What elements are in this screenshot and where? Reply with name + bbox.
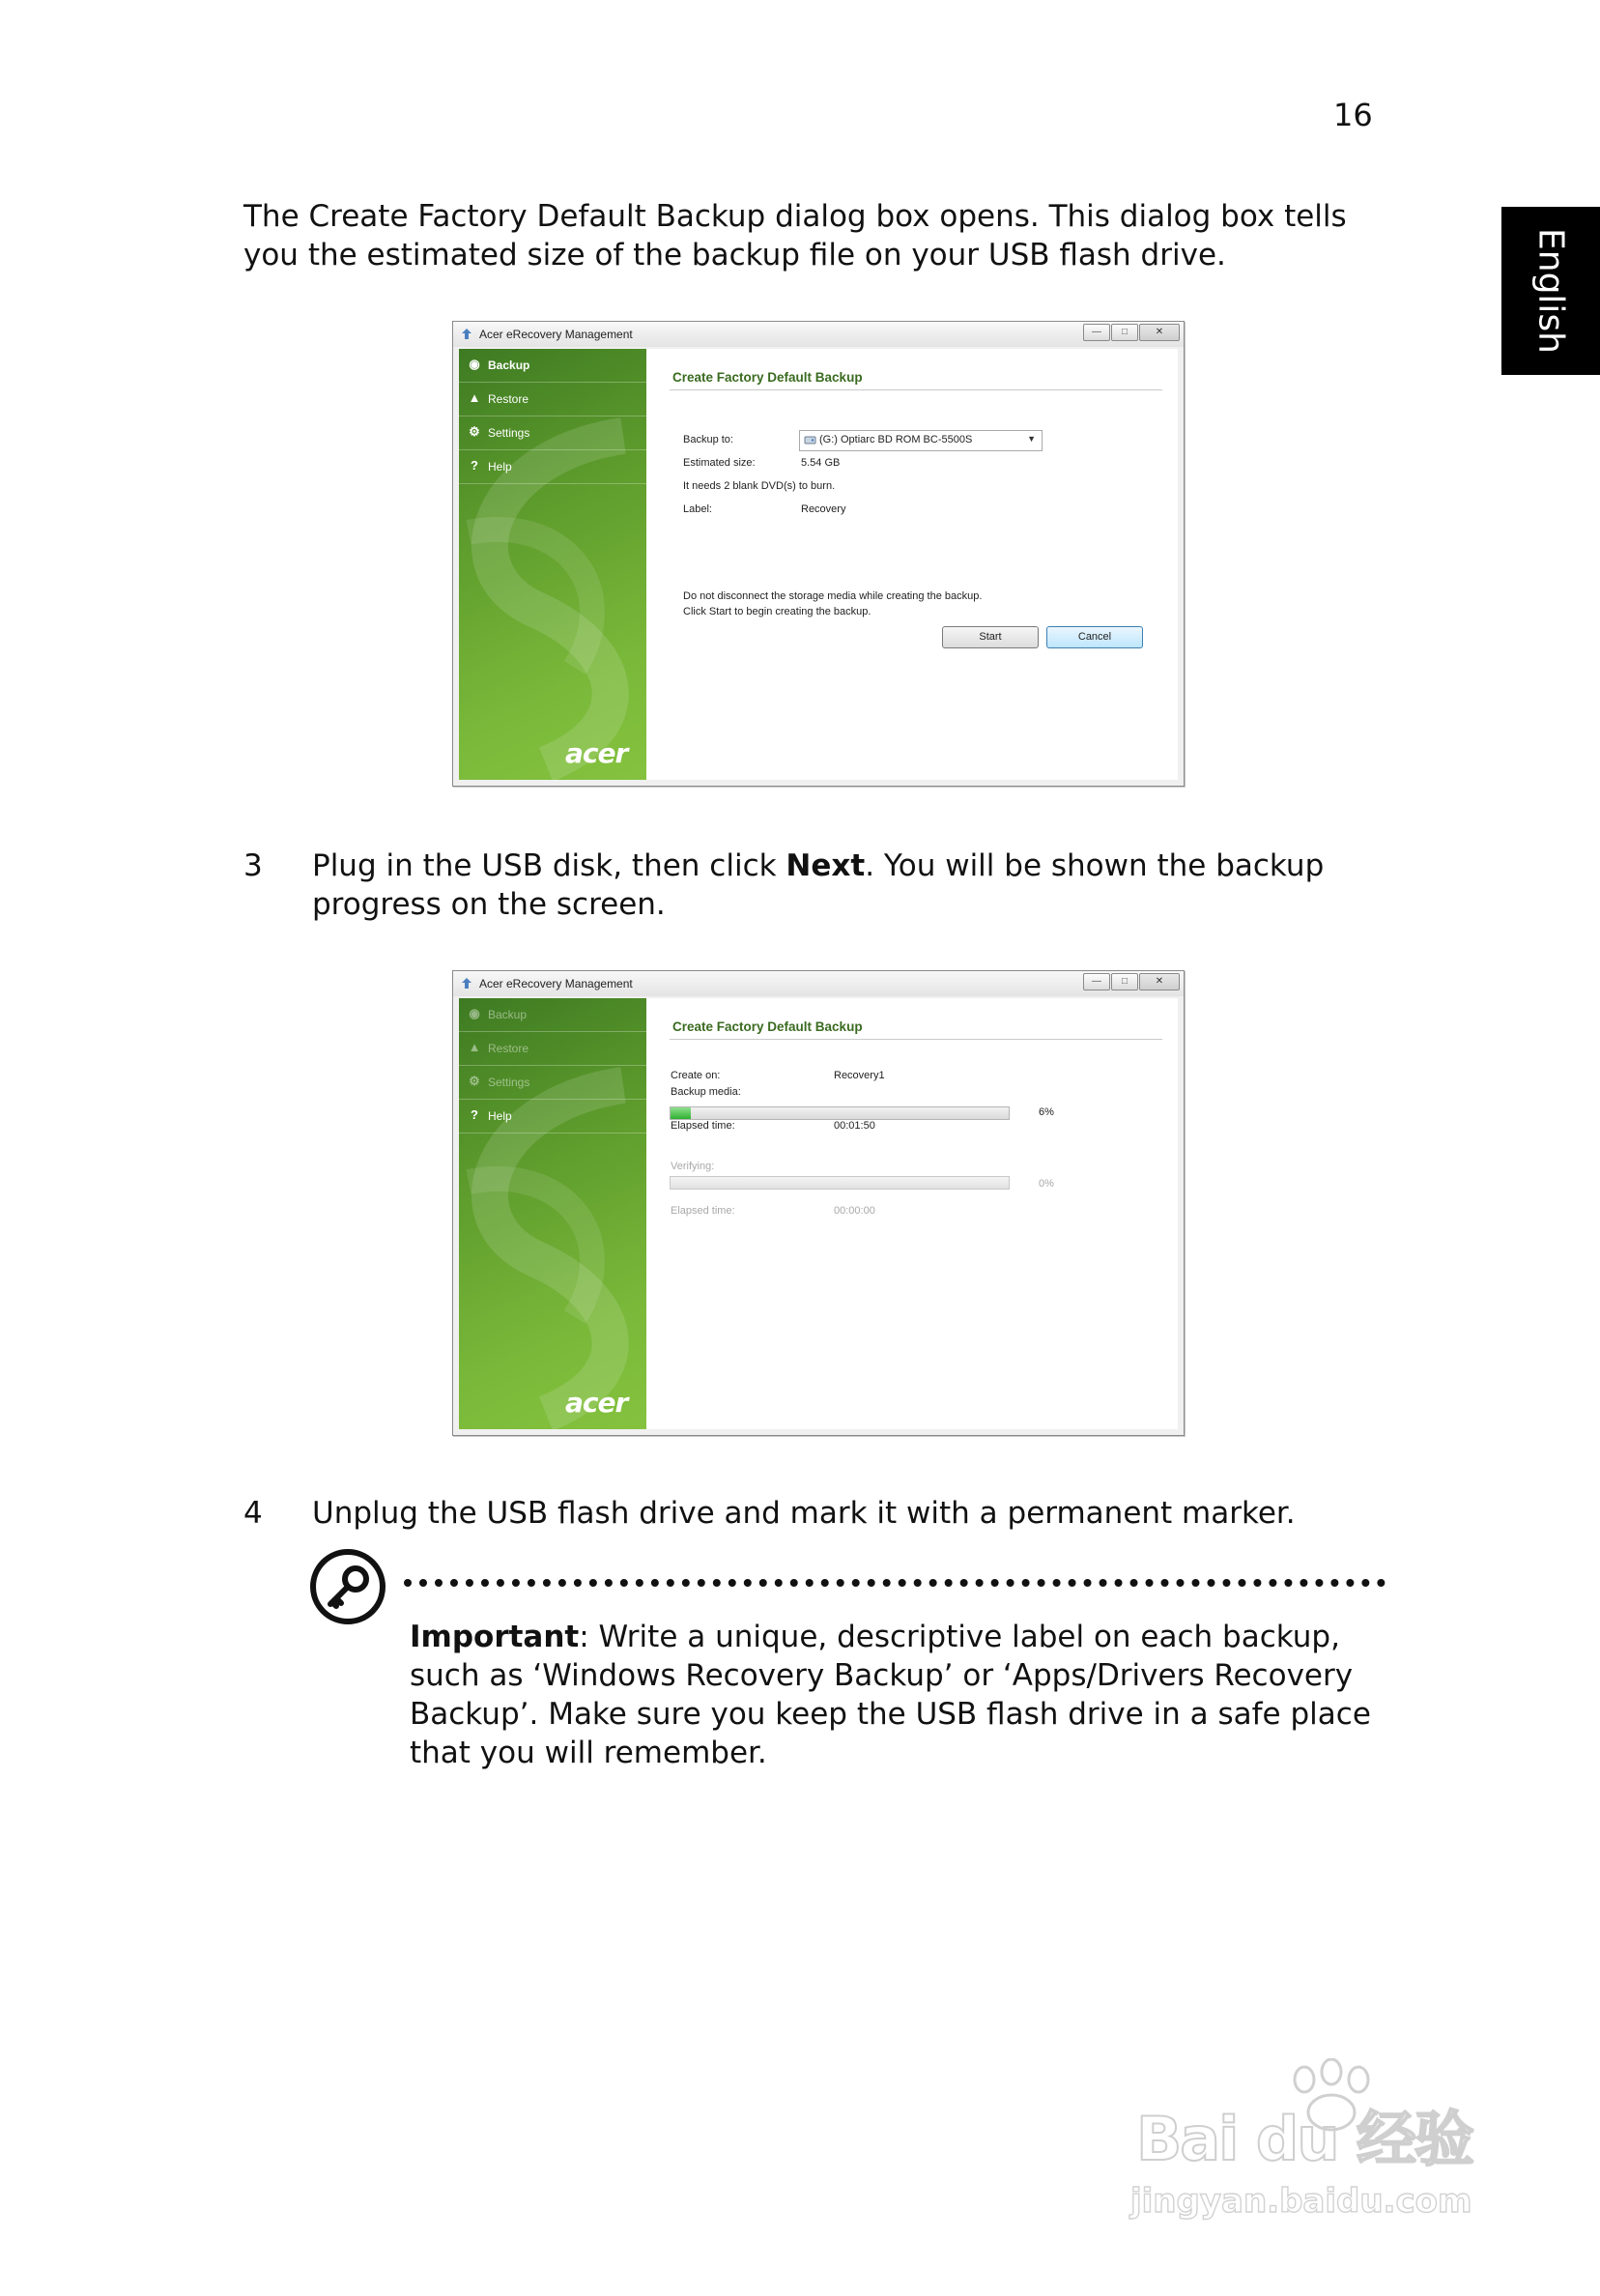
sidebar-item-label: Restore — [488, 1042, 529, 1055]
window-title: Acer eRecovery Management — [479, 328, 633, 341]
gear-icon: ⚙ — [469, 424, 480, 439]
sidebar-item-restore — [459, 1032, 646, 1066]
important-label: Important — [410, 1620, 580, 1654]
restore-icon: ▲ — [468, 390, 481, 405]
verify-elapsed-value: 00:00:00 — [834, 1205, 875, 1217]
sidebar-item-settings[interactable] — [459, 416, 646, 450]
sidebar-item-label: Help — [488, 1109, 512, 1123]
instruction-line-1: Do not disconnect the storage media while creating the backup. — [683, 590, 983, 602]
sidebar-item-help[interactable] — [459, 1100, 646, 1134]
restore-icon: ▲ — [468, 1040, 481, 1054]
minimize-button[interactable]: — — [1083, 324, 1110, 341]
sidebar-item-settings — [459, 1066, 646, 1100]
acer-logo: acer — [565, 1387, 628, 1419]
gear-icon: ⚙ — [469, 1074, 480, 1088]
dialog-create-backup — [452, 321, 1185, 787]
estimated-size-value: 5.54 GB — [801, 457, 841, 469]
step-number: 4 — [243, 1496, 263, 1531]
step-text-before: Plug in the USB disk, then click — [312, 848, 786, 883]
sidebar-item-label: Settings — [488, 426, 530, 440]
app-icon — [461, 328, 472, 340]
intro-paragraph: The Create Factory Default Backup dialog box opens. This dialog box tells you the estimated size of the backup file on your USB flash drive. — [243, 199, 1347, 273]
window-controls — [1082, 973, 1180, 990]
step-number: 3 — [243, 848, 263, 883]
content-pane — [646, 998, 1178, 1429]
estimated-size-label: Estimated size: — [683, 457, 756, 469]
verify-progress-percent: 0% — [1039, 1178, 1054, 1190]
step-text-after: . You will be shown the backup progress on the screen. — [312, 848, 1325, 922]
title-bar — [453, 971, 1184, 996]
label-value: Recovery — [801, 503, 846, 515]
step-text — [312, 847, 1385, 924]
content-pane — [646, 349, 1178, 780]
instruction-line-2: Click Start to begin creating the backup. — [683, 606, 871, 617]
minimize-button[interactable]: — — [1083, 973, 1110, 990]
close-button[interactable]: ✕ — [1139, 324, 1180, 341]
chevron-down-icon: ▼ — [1027, 434, 1036, 444]
backup-to-value: (G:) Optiarc BD ROM BC-5500S — [819, 434, 973, 445]
maximize-button[interactable]: □ — [1111, 973, 1138, 990]
backup-progress-percent: 6% — [1039, 1106, 1054, 1118]
dialog-backup-progress — [452, 970, 1185, 1436]
backup-progress-bar — [670, 1106, 1010, 1120]
sidebar — [459, 998, 646, 1429]
question-icon: ? — [471, 458, 478, 473]
important-note — [410, 1618, 1395, 1772]
step-text-bold: Next — [786, 848, 866, 883]
language-tab — [1501, 207, 1600, 375]
sidebar-item-label: Backup — [488, 359, 530, 372]
sidebar-item-backup — [459, 998, 646, 1032]
sidebar-item-label: Backup — [488, 1008, 528, 1021]
acer-logo: acer — [565, 737, 628, 769]
sidebar-item-label: Settings — [488, 1076, 530, 1089]
sidebar-item-label: Restore — [488, 392, 529, 406]
start-button[interactable]: Start — [942, 626, 1039, 648]
page-number: 16 — [1333, 97, 1373, 133]
verify-progress-bar — [670, 1176, 1010, 1190]
language-tab-label: English — [1530, 228, 1571, 354]
important-text: : Write a unique, descriptive label on each backup, such as ‘Windows Recovery Backup’ or ‘Apps/Drivers Recovery Backup’. Make sure you keep the USB flash drive in a safe place that you will remember. — [410, 1620, 1371, 1770]
baidu-watermark — [1130, 2049, 1517, 2242]
question-icon: ? — [471, 1107, 478, 1122]
backup-icon: ◉ — [469, 357, 480, 371]
dialog-heading: Create Factory Default Backup — [672, 370, 863, 385]
window-title: Acer eRecovery Management — [479, 977, 633, 990]
close-button[interactable]: ✕ — [1139, 973, 1180, 990]
backup-progress-fill — [671, 1107, 691, 1119]
backup-to-dropdown[interactable] — [799, 430, 1043, 451]
app-icon — [461, 977, 472, 990]
cancel-button[interactable]: Cancel — [1046, 626, 1143, 648]
create-on-label: Create on: — [671, 1070, 721, 1081]
backup-icon: ◉ — [469, 1006, 480, 1020]
dialog-heading: Create Factory Default Backup — [672, 1019, 863, 1034]
key-icon — [309, 1548, 386, 1625]
heading-divider — [670, 1039, 1162, 1040]
verify-elapsed-label: Elapsed time: — [671, 1205, 735, 1217]
watermark-url: jingyan.baidu.com — [1130, 2182, 1472, 2221]
maximize-button[interactable]: □ — [1111, 324, 1138, 341]
window-controls — [1082, 324, 1180, 341]
elapsed-time-value: 00:01:50 — [834, 1120, 875, 1132]
elapsed-time-label: Elapsed time: — [671, 1120, 735, 1132]
sidebar-item-label: Help — [488, 460, 512, 474]
step-text: Unplug the USB flash drive and mark it with a permanent marker. — [312, 1496, 1296, 1531]
heading-divider — [670, 389, 1162, 390]
watermark-brand: Bai du 经验 — [1136, 2104, 1473, 2174]
drive-icon — [804, 434, 816, 445]
backup-media-label: Backup media: — [671, 1086, 741, 1098]
blank-dvd-text: It needs 2 blank DVD(s) to burn. — [683, 480, 836, 492]
label-label: Label: — [683, 503, 712, 515]
note-divider — [404, 1579, 1386, 1587]
backup-to-label: Backup to: — [683, 434, 733, 445]
sidebar-item-backup[interactable] — [459, 349, 646, 383]
verifying-label: Verifying: — [671, 1161, 715, 1172]
sidebar-item-help[interactable] — [459, 450, 646, 484]
sidebar-item-restore[interactable] — [459, 383, 646, 416]
title-bar — [453, 322, 1184, 347]
create-on-value: Recovery1 — [834, 1070, 885, 1081]
sidebar — [459, 349, 646, 780]
